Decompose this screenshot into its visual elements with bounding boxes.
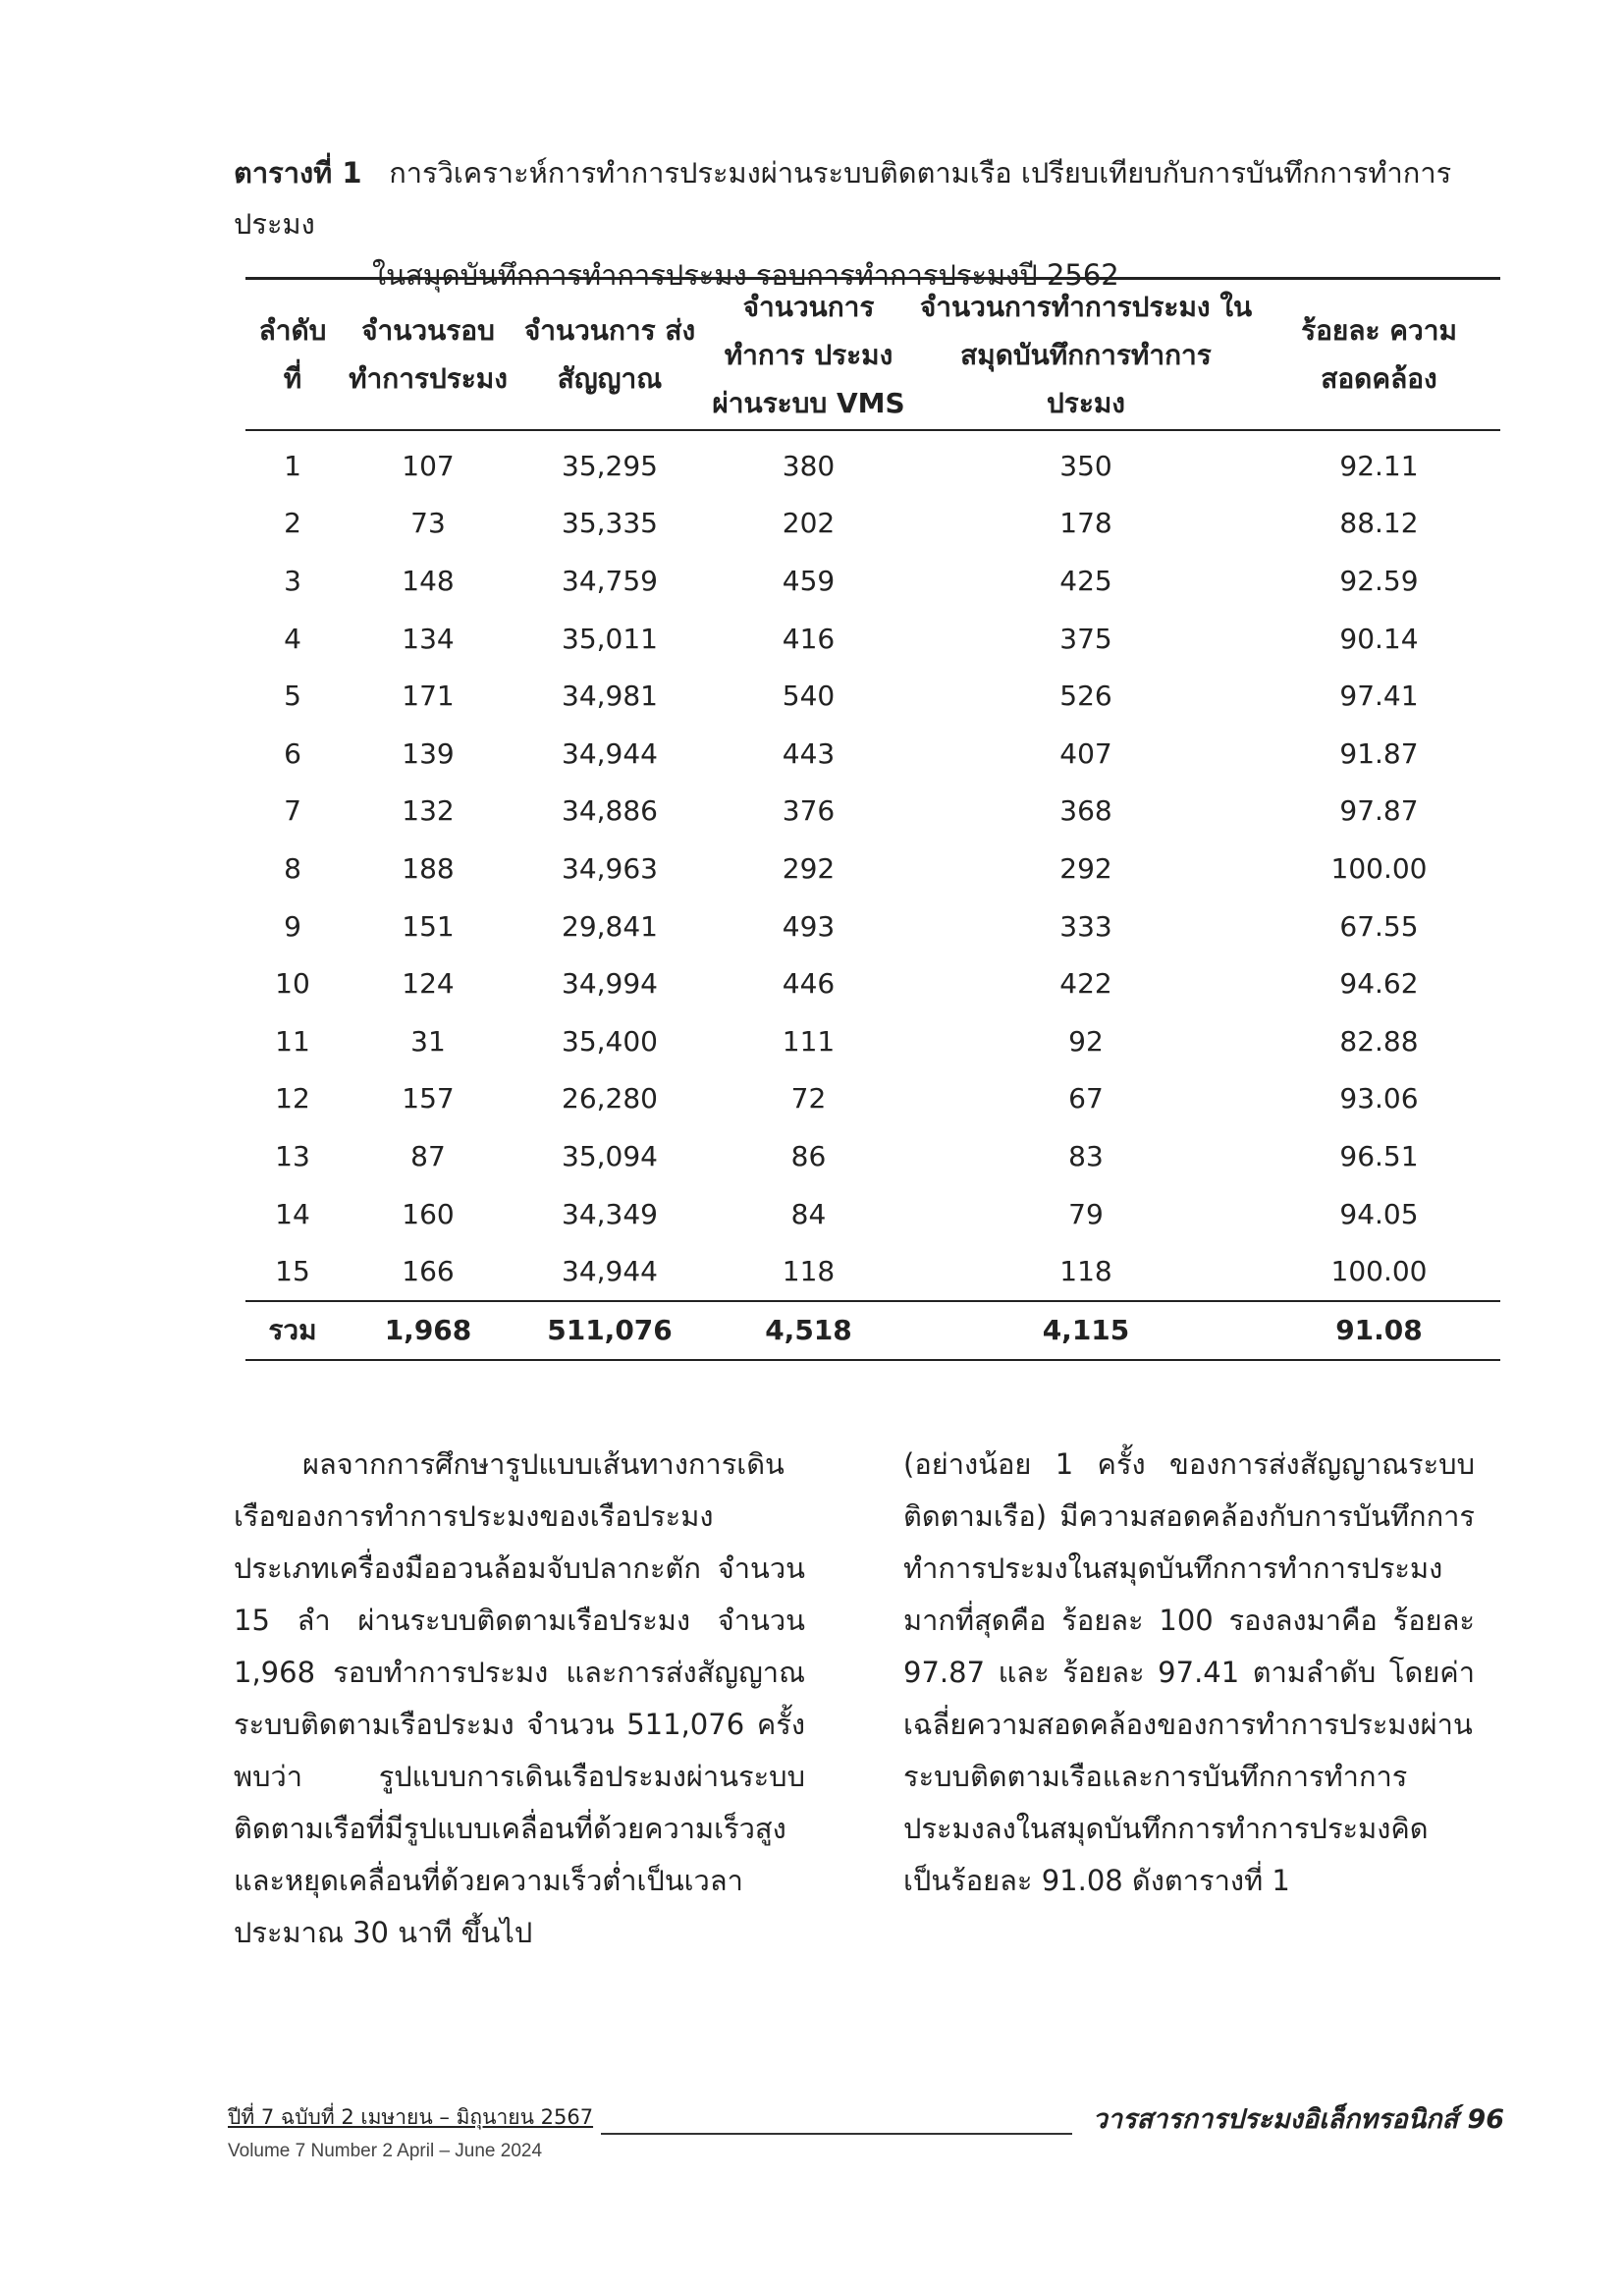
table-cell: 92 xyxy=(1068,1024,1104,1058)
table-cell: 100.00 xyxy=(1330,1255,1428,1288)
header-cell: ร้อยละ ความ สอดคล้อง xyxy=(1258,279,1500,431)
table-cell: 443 xyxy=(782,736,836,770)
table-row xyxy=(245,898,1500,955)
table-cell: 34,963 xyxy=(562,851,658,885)
total-cell: รวม xyxy=(245,1301,340,1360)
table-cell: 5 xyxy=(284,680,301,713)
total-cell: 91.08 xyxy=(1258,1301,1500,1360)
table-cell: 13 xyxy=(275,1139,310,1172)
table-cell: 97.87 xyxy=(1339,794,1419,828)
table-cell: 34,994 xyxy=(562,967,658,1001)
footer-journal xyxy=(1093,2097,1504,2140)
table-cell: 31 xyxy=(410,1024,446,1058)
table-cell: 493 xyxy=(782,909,836,943)
table-cell: 171 xyxy=(402,680,455,713)
table-cell: 73 xyxy=(410,507,446,540)
table-cell: 416 xyxy=(782,622,836,655)
table-cell: 34,759 xyxy=(562,564,658,597)
table-cell: 34,349 xyxy=(562,1197,658,1230)
table-cell: 459 xyxy=(782,564,836,597)
table-row xyxy=(245,1012,1500,1070)
table-cell: 368 xyxy=(1059,794,1112,828)
table-cell: 540 xyxy=(782,680,836,713)
table-cell: 139 xyxy=(402,736,455,770)
table-row xyxy=(245,783,1500,841)
table-cell: 94.05 xyxy=(1339,1197,1419,1230)
table-cell: 34,944 xyxy=(562,736,658,770)
table-cell: 376 xyxy=(782,794,836,828)
table-cell: 72 xyxy=(790,1082,827,1116)
table-cell: 88.12 xyxy=(1339,507,1419,540)
footer-issue-th: ปีที่ 7 ฉบับที่ 2 เมษายน – มิถุนายน 2567 xyxy=(228,2105,594,2129)
footer-issue-en: Volume 7 Number 2 April – June 2024 xyxy=(228,2141,543,2161)
table-cell: 82.88 xyxy=(1339,1024,1419,1058)
header-cell: ลำดับ ที่ xyxy=(245,279,340,431)
table-row xyxy=(245,495,1500,553)
table-row xyxy=(245,430,1500,495)
table-row xyxy=(245,1242,1500,1301)
table-cell: 29,841 xyxy=(562,909,658,943)
caption-line1: การวิเคราะห์การทำการประมงผ่านระบบติดตามเรือ เปรียบเทียบกับการบันทึกการทำการประมง xyxy=(234,156,1452,241)
table-cell: 96.51 xyxy=(1339,1139,1419,1172)
table-cell: 292 xyxy=(782,851,836,885)
body-column-right: (อย่างน้อย 1 ครั้ง ของการส่งสัญญาณระบบติดตามเรือ) มีความสอดคล้องกับการบันทึกการทำการประมงในสมุดบันทึกการทำการประมงมากที่สุดคือ ร้อยละ 100 รองลงมาคือ ร้อยละ 97.87 และ ร้อยละ 97.41 ตามลำดับ โดยค่าเฉลี่ยความสอดคล้องของการทำการประมงผ่านระบบติดตามเรือและการบันทึกการทำการประมงลงในสมุดบันทึกการทำการประมงคิดเป็นร้อยละ 91.08 ดังตารางที่ 1 xyxy=(903,1447,1475,1897)
data-table xyxy=(245,277,1500,1361)
table-cell: 107 xyxy=(402,449,455,482)
table-row xyxy=(245,1070,1500,1128)
table-row xyxy=(245,1185,1500,1243)
table-cell: 422 xyxy=(1059,967,1112,1001)
table-cell: 84 xyxy=(790,1197,827,1230)
table-cell: 87 xyxy=(410,1139,446,1172)
table-cell: 26,280 xyxy=(562,1082,658,1116)
table-cell: 375 xyxy=(1059,622,1112,655)
table-row xyxy=(245,725,1500,783)
table-cell: 3 xyxy=(284,564,301,597)
journal-name: วารสารการประมงอิเล็กทรอนิกส์ xyxy=(1092,2104,1459,2135)
table-cell: 2 xyxy=(284,507,301,540)
header-cell: จำนวนรอบ ทำการประมง xyxy=(340,279,516,431)
table-cell: 124 xyxy=(402,967,455,1001)
page-footer xyxy=(228,2101,1504,2162)
table-cell: 14 xyxy=(275,1197,310,1230)
table-cell: 67 xyxy=(1068,1082,1104,1116)
table-cell: 380 xyxy=(782,449,836,482)
table-row xyxy=(245,552,1500,610)
table-cell: 132 xyxy=(402,794,455,828)
table-cell: 188 xyxy=(402,851,455,885)
table-cell: 350 xyxy=(1059,449,1112,482)
table-cell: 148 xyxy=(402,564,455,597)
table-cell: 34,886 xyxy=(562,794,658,828)
total-cell: 1,968 xyxy=(340,1301,516,1360)
table-cell: 118 xyxy=(1059,1255,1112,1288)
table-cell: 166 xyxy=(402,1255,455,1288)
table-cell: 202 xyxy=(782,507,836,540)
table-cell: 8 xyxy=(284,851,301,885)
table-cell: 15 xyxy=(275,1255,310,1288)
table-cell: 35,094 xyxy=(562,1139,658,1172)
table-cell: 67.55 xyxy=(1339,909,1419,943)
table-cell: 92.11 xyxy=(1339,449,1419,482)
table-row xyxy=(245,954,1500,1012)
table-cell: 292 xyxy=(1059,851,1112,885)
table-cell: 93.06 xyxy=(1339,1082,1419,1116)
table-cell: 97.41 xyxy=(1339,680,1419,713)
body-column-left: ผลจากการศึกษารูปแบบเส้นทางการเดินเรือของการทำการประมงของเรือประมงประเภทเครื่องมืออวนล้อมจับปลากะตัก จำนวน 15 ลำ ผ่านระบบติดตามเรือประมง จำนวน 1,968 รอบทำการประมง และการส่งสัญญาณระบบติดตามเรือประมง จำนวน 511,076 ครั้ง พบว่า รูปแบบการเดินเรือประมงผ่านระบบติดตามเรือที่มีรูปแบบเคลื่อนที่ด้วยความเร็วสูงและหยุดเคลื่อนที่ด้วยความเร็วต่ำเป็นเวลาประมาณ 30 นาที ขึ้นไป xyxy=(234,1447,805,1949)
table-cell: 12 xyxy=(275,1082,310,1116)
table-cell: 118 xyxy=(782,1255,836,1288)
total-cell: 4,115 xyxy=(914,1301,1258,1360)
table-cell: 79 xyxy=(1068,1197,1104,1230)
table-cell: 6 xyxy=(284,736,301,770)
table-cell: 151 xyxy=(402,909,455,943)
table-cell: 35,400 xyxy=(562,1024,658,1058)
table-cell: 4 xyxy=(284,622,301,655)
table-cell: 425 xyxy=(1059,564,1112,597)
total-cell: 511,076 xyxy=(516,1301,703,1360)
header-cell: จำนวนการ ส่งสัญญาณ xyxy=(516,279,703,431)
header-cell: จำนวนการทำการประมง ในสมุดบันทึกการทำการ ประมง xyxy=(914,279,1258,431)
header-cell: จำนวนการทำการ ประมงผ่านระบบ VMS xyxy=(703,279,914,431)
table-row xyxy=(245,667,1500,725)
table-cell: 333 xyxy=(1059,909,1112,943)
table-cell: 11 xyxy=(275,1024,310,1058)
table-cell: 178 xyxy=(1059,507,1112,540)
table-cell: 9 xyxy=(284,909,301,943)
table-cell: 35,295 xyxy=(562,449,658,482)
table-cell: 34,981 xyxy=(562,680,658,713)
table-cell: 1 xyxy=(284,449,301,482)
table-cell: 10 xyxy=(275,967,310,1001)
table-cell: 35,335 xyxy=(562,507,658,540)
table-cell: 94.62 xyxy=(1339,967,1419,1001)
caption-label: ตารางที่ 1 xyxy=(234,156,362,190)
table-row xyxy=(245,610,1500,668)
table-cell: 35,011 xyxy=(562,622,658,655)
total-cell: 4,518 xyxy=(703,1301,914,1360)
table-cell: 407 xyxy=(1059,736,1112,770)
table-cell: 92.59 xyxy=(1339,564,1419,597)
table-cell: 34,944 xyxy=(562,1255,658,1288)
table-cell: 91.87 xyxy=(1339,736,1419,770)
table-header-row xyxy=(245,279,1500,431)
table-cell: 100.00 xyxy=(1330,851,1428,885)
footer-rule xyxy=(601,2133,1072,2135)
table-cell: 446 xyxy=(782,967,836,1001)
table-cell: 160 xyxy=(402,1197,455,1230)
table-cell: 83 xyxy=(1068,1139,1104,1172)
table-cell: 111 xyxy=(782,1024,836,1058)
table-cell: 157 xyxy=(402,1082,455,1116)
table-row xyxy=(245,840,1500,898)
page-number: 96 xyxy=(1467,2104,1504,2135)
table-row xyxy=(245,1127,1500,1185)
table-cell: 526 xyxy=(1059,680,1112,713)
caption-line2: ในสมุดบันทึกการทำการประมง รอบการทำการประมงปี 2562 xyxy=(372,258,1119,292)
table-cell: 86 xyxy=(790,1139,827,1172)
table-cell: 7 xyxy=(284,794,301,828)
table-cell: 134 xyxy=(402,622,455,655)
table-total-row xyxy=(245,1301,1500,1360)
table-cell: 90.14 xyxy=(1339,622,1419,655)
